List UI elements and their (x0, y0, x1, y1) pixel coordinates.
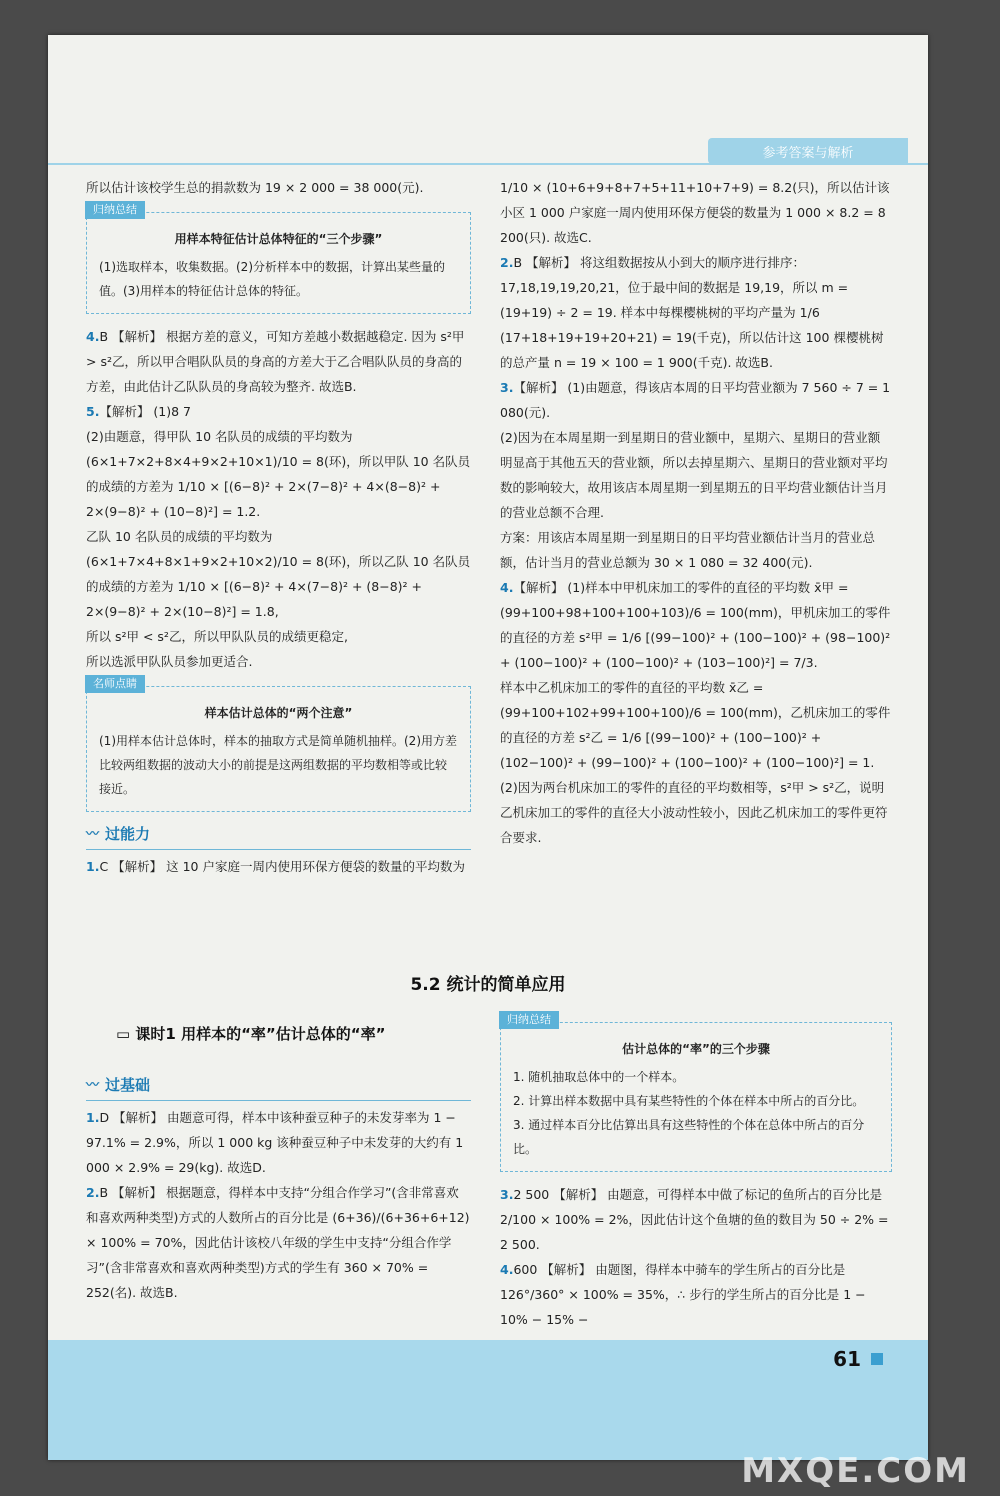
box-step: 3. 通过样本百分比估算出具有这些特性的个体在总体中所占的百分比。 (513, 1118, 865, 1156)
box-step: 1. 随机抽取总体中的一个样本。 (513, 1070, 685, 1084)
answer-item (500, 1182, 892, 1257)
answer-item (500, 250, 892, 375)
lesson-title (116, 1023, 386, 1044)
paragraph: 1/10 × (10+6+9+8+7+5+11+10+7+9) = 8.2(只)，所以估计该小区 1 000 户家庭一周内使用环保方便袋的数量为 1 000 × 8.2 = 8 200(只). 故选C. (500, 180, 890, 245)
item-text: C 【解析】 这 10 户家庭一周内使用环保方便袋的数量的平均数为 (99, 859, 465, 874)
item-text: B 【解析】 根据题意，得样本中支持“分组合作学习”(含非常喜欢和喜欢两种类型)方式的人数所占的百分比是 (6+36)/(6+36+6+12) × 100% = 70%，因此估计该校八年级的学生中支持“分组合作学习”(含非常喜欢和喜欢两种类型)方式的学生有 360 × 70% = 252(名). 故选B. (86, 1185, 470, 1300)
item-number: 3. (500, 1187, 514, 1202)
paragraph: 所以 s²甲 < s²乙，所以甲队队员的成绩更稳定, (86, 629, 348, 644)
answer-item (500, 1257, 892, 1332)
item-text: B 【解析】 根据方差的意义，可知方差越小数据越稳定. 因为 s²甲 > s²乙，所以甲合唱队队员的身高的方差大于乙合唱队队员的身高的方差，由此估计乙队队员的身高较为整齐. 故选B. (86, 329, 465, 394)
box-body: (1)用样本估计总体时，样本的抽取方式是简单随机抽样。(2)用方差比较两组数据的波动大小的前提是这两组数据的平均数相等或比较接近。 (99, 734, 457, 796)
box-title: 估计总体的“率”的三个步骤 (622, 1042, 770, 1056)
item-text: D 【解析】 由题意可得，样本中该种蚕豆种子的未发芽率为 1 − 97.1% = 2.9%，所以 1 000 kg 该种蚕豆种子中未发芽的大约有 1 000 × 2.9% = 29(kg). 故选D. (86, 1110, 464, 1175)
chapter-title: 5.2 统计的简单应用 (410, 975, 566, 995)
item-number: 3. (500, 380, 514, 395)
item-number: 2. (86, 1185, 100, 1200)
item-number: 4. (500, 1262, 514, 1277)
section-heading (86, 1073, 471, 1101)
page (48, 35, 928, 1460)
page-number (833, 1347, 883, 1371)
paragraph: 方案：用该店本周星期一到星期日的日平均营业额估计当月的营业总额，估计当月的营业总额为 30 × 1 080 = 32 400(元). (500, 530, 876, 570)
box-body: (1)选取样本，收集数据。(2)分析样本中的数据，计算出某些量的值。(3)用样本的特征估计总体的特征。 (99, 260, 445, 298)
section-title: 过基础 (105, 1076, 151, 1094)
summary-box (86, 203, 471, 314)
paragraph: (2)因为在本周星期一到星期日的营业额中，星期六、星期日的营业额明显高于其他五天的营业额，所以去掉星期六、星期日的营业额对平均数的影响较大，故用该店本周星期一到星期五的日平均营业额估计当月的营业总额不合理. (500, 430, 888, 520)
box-title: 样本估计总体的“两个注意” (204, 706, 353, 720)
book-icon: ▭ (116, 1025, 136, 1043)
item-text: 【解析】 (1)8 7 (99, 404, 192, 419)
item-number: 1. (86, 859, 100, 874)
answer-item (500, 575, 892, 675)
item-text: 【解析】 (1)由题意，得该店本周的日平均营业额为 7 560 ÷ 7 = 1 080(元). (500, 380, 891, 420)
paragraph: 所以估计该校学生总的捐款数为 19 × 2 000 = 38 000(元). (86, 180, 424, 195)
answer-item (86, 854, 471, 879)
summary-box (500, 1013, 892, 1172)
footer-band (48, 1340, 928, 1460)
header-tab: 参考答案与解析 (708, 138, 908, 164)
answer-item (86, 1180, 471, 1305)
answer-item (86, 324, 471, 399)
answer-item (500, 375, 892, 425)
box-tag: 归纳总结 (85, 201, 145, 219)
item-number: 4. (86, 329, 100, 344)
item-number: 4. (500, 580, 514, 595)
item-number: 2. (500, 255, 514, 270)
lesson-text: 课时1 用样本的“率”估计总体的“率” (135, 1025, 386, 1043)
item-text: B 【解析】 将这组数据按从小到大的顺序进行排序：17,18,19,19,20,21，位于最中间的数据是 19,19，所以 m = (19+19) ÷ 2 = 19. 样本中每棵樱桃树的平均产量为 1/6 (17+18+19+19+20+21) = 19(千克)，所以估计这 100 棵樱桃树的总产量 n = 19 × 100 = 1 900(千克). 故选B. (500, 255, 884, 370)
watermark: MXQE.COM (741, 1451, 970, 1491)
box-title: 用样本特征估计总体特征的“三个步骤” (174, 232, 383, 246)
section-heading (86, 822, 471, 850)
section-title: 过能力 (105, 825, 151, 843)
paragraph: 乙队 10 名队员的成绩的平均数为 (6×1+7×4+8×1+9×2+10×2)/10 = 8(环)，所以乙队 10 名队员的成绩的方差为 1/10 × [(6−8)² + 4×(7−8)² + (8−8)² + 2×(9−8)² + 2×(10−8)²] = 1.8, (86, 529, 471, 619)
paragraph: 样本中乙机床加工的零件的直径的平均数 x̄乙 = (99+100+102+99+100+100)/6 = 100(mm)，乙机床加工的零件的直径的方差 s²乙 = 1/6 [(99−100)² + (100−100)² + (102−100)² + (99−100)² + (100−100)² + (100−100)²] = 1. (500, 680, 891, 770)
answer-item (86, 1105, 471, 1180)
right-column-lower (500, 1010, 892, 1332)
left-column (86, 175, 471, 879)
left-column-lower (86, 1065, 471, 1305)
item-text: 600 【解析】 由题图，得样本中骑车的学生所占的百分比是 126°/360° × 100% = 35%，∴ 步行的学生所占的百分比是 1 − 10% − 15% − (500, 1262, 866, 1327)
wave-icon: 〰 (86, 827, 100, 842)
page-number-text: 61 (833, 1347, 861, 1371)
box-step: 2. 计算出样本数据中具有某些特性的个体在样本中所占的百分比。 (513, 1094, 865, 1108)
item-number: 5. (86, 404, 100, 419)
paragraph: (2)因为两台机床加工的零件的直径的平均数相等，s²甲 > s²乙，说明乙机床加工的零件的直径大小波动性较小，因此乙机床加工的零件更符合要求. (500, 780, 888, 845)
box-tag: 名师点睛 (85, 675, 145, 693)
paragraph: (2)由题意，得甲队 10 名队员的成绩的平均数为 (6×1+7×2+8×4+9×2+10×1)/10 = 8(环)，所以甲队 10 名队员的成绩的方差为 1/10 × [(6−8)² + 2×(7−8)² + 4×(8−8)² + 2×(9−8)² + (10−8)²] = 1.2. (86, 429, 471, 519)
header-rule (48, 163, 928, 165)
paragraph: 所以选派甲队队员参加更适合. (86, 654, 253, 669)
box-tag: 归纳总结 (499, 1011, 559, 1029)
answer-item (86, 399, 471, 424)
tip-box (86, 677, 471, 812)
item-text: 【解析】 (1)样本中甲机床加工的零件的直径的平均数 x̄甲 = (99+100+98+100+100+103)/6 = 100(mm)，甲机床加工的零件的直径的方差 s²甲 = 1/6 [(99−100)² + (100−100)² + (98−100)² + (100−100)² + (100−100)² + (103−100)²] = 7/3. (500, 580, 891, 670)
item-number: 1. (86, 1110, 100, 1125)
item-text: 2 500 【解析】 由题意，可得样本中做了标记的鱼所占的百分比是 2/100 × 100% = 2%，因此估计这个鱼塘的鱼的数目为 50 ÷ 2% = 2 500. (500, 1187, 889, 1252)
square-icon (871, 1353, 883, 1365)
wave-icon: 〰 (86, 1078, 100, 1093)
right-column (500, 175, 892, 850)
